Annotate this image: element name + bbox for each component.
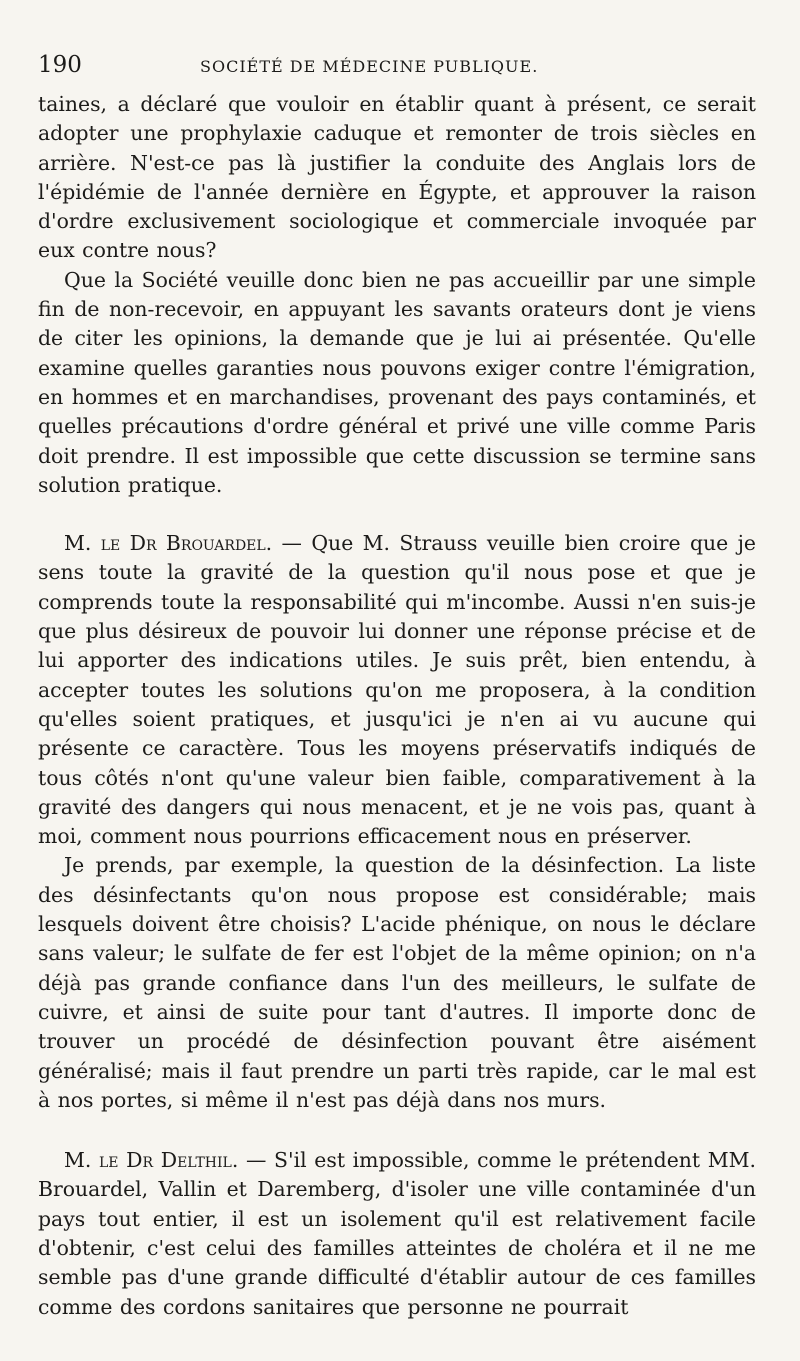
paragraph-delthil <box>38 1146 756 1322</box>
paragraph-text: Je prends, par exemple, la question de la désinfection. La liste des désinfectants qu'on nous propose est considérable; mais lesquels doivent être choisis? L'acide phénique, on nous le déclare sans valeur; le sulfate de fer est l'objet de la même opinion; on n'a déjà pas grande confiance dans l'un des meilleurs, le sulfate de cuivre, et ainsi de suite pour tant d'autres. Il importe donc de trouver un procédé de désinfection pouvant être aisément généralisé; mais il faut prendre un parti très rapide, car le mal est à nos portes, si même il n'est pas déjà dans nos murs. <box>38 853 756 1112</box>
paragraph-gap <box>38 500 756 529</box>
paragraph-text: taines, a déclaré que vouloir en établir quant à présent, ce serait adopter une prophylaxie caduque et remonter de trois siècles en arrière. N'est-ce pas là justifier la conduite des Anglais lors de l'épidémie de l'année dernière en Égypte, et approuver la raison d'ordre exclusivement sociologique et commerciale invoquée par eux contre nous? <box>38 92 756 263</box>
paragraph-request <box>38 266 756 500</box>
page-number: 190 <box>38 52 82 78</box>
paragraph-brouardel <box>38 529 756 851</box>
speaker-name: M. le Dr Brouardel. — <box>64 531 302 556</box>
paragraph-continuation <box>38 90 756 266</box>
paragraph-text: S'il est impossible, comme le prétendent MM. Brouardel, Vallin et Daremberg, d'isoler une ville contaminée d'un pays tout entier, il est un isolement qu'il est relativement facile d'obtenir, c'est celui des familles atteintes de choléra et il ne me semble pas d'une grande difficulté d'établir autour de ces familles comme des cordons sanitaires que personne ne pourrait <box>38 1148 756 1319</box>
speaker-name: M. le Dr Delthil. — <box>64 1148 267 1173</box>
paragraph-gap <box>38 1115 756 1146</box>
paragraph-desinfection <box>38 851 756 1115</box>
paragraph-text: Que la Société veuille donc bien ne pas accueillir par une simple fin de non-recevoir, en appuyant les savants orateurs dont je viens de citer les opinions, la demande que je lui ai présentée. Qu'elle examine quelles garanties nous pouvons exiger contre l'émigration, en hommes et en marchandises, provenant des pays contaminés, et quelles précautions d'ordre général et privé une ville comme Paris doit prendre. Il est impossible que cette discussion se termine sans solution pratique. <box>38 267 756 497</box>
running-title: SOCIÉTÉ DE MÉDECINE PUBLIQUE. <box>200 57 539 76</box>
paragraph-text: Que M. Strauss veuille bien croire que je sens toute la gravité de la question qu'il nous pose et que je comprends toute la responsabilité qui m'incombe. Aussi n'en suis-je que plus désireux de pouvoir lui donner une réponse précise et de lui apporter des indications utiles. Je suis prêt, bien entendu, à accepter toutes les solutions qu'on me proposera, à la condition qu'elles soient pratiques, et jusqu'ici je n'en ai vu aucune qui présente ce caractère. Tous les moyens préservatifs indiqués de tous côtés n'ont qu'une valeur bien faible, comparativement à la gravité des dangers qui nous menacent, et je ne vois pas, quant à moi, comment nous pourrions efficacement nous en préserver. <box>38 531 756 849</box>
page-header <box>38 52 756 90</box>
